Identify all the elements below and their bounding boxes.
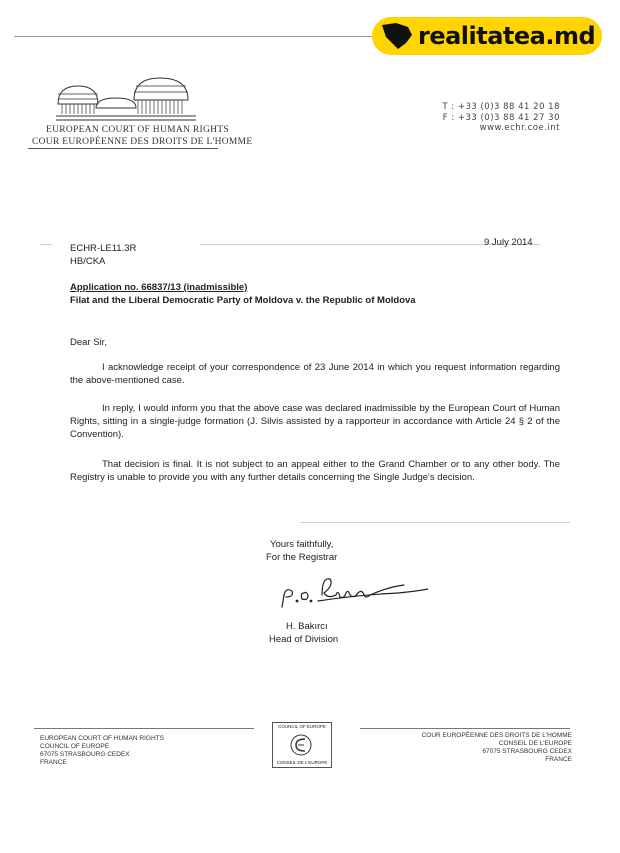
handwritten-signature: [278, 565, 428, 615]
signatory-name: H. Bakırcı: [286, 621, 328, 632]
court-name-en: EUROPEAN COURT OF HUMAN RIGHTS: [46, 125, 229, 135]
footer-address-en: [40, 735, 164, 767]
closing: Yours faithfully,: [270, 539, 334, 550]
paragraph-2: In reply, I would inform you that the above case was declared inadmissible by the European Court of Human Rights, sitting in a single-judge formation (J. Silvis assisted by a rapporteur in accordance with Article 24 § 2 of the Convention).: [70, 403, 560, 440]
coe-label-fr: CONSEIL DE L'EUROPE: [276, 760, 328, 765]
footer-rule-left: [34, 728, 254, 729]
application-number: Application no. 66837/13 (inadmissible): [70, 282, 248, 293]
footer-line: 67075 STRASBOURG CEDEX: [40, 751, 130, 758]
initials: HB/CKA: [70, 256, 106, 267]
footer-line: COUR EUROPÉENNE DES DROITS DE L'HOMME: [421, 732, 572, 739]
footer-line: FRANCE: [545, 756, 572, 763]
coe-label-en: COUNCIL OF EUROPE: [278, 724, 326, 729]
footer-line: CONSEIL DE L'EUROPE: [498, 740, 572, 747]
signatory-title: Head of Division: [269, 634, 339, 645]
footer-address-fr: [390, 732, 572, 764]
website: www.echr.coe.int: [479, 123, 560, 133]
faint-rule: [300, 522, 570, 523]
case-title: Filat and the Liberal Democratic Party of Moldova v. the Republic of Moldova: [70, 295, 416, 306]
court-name-fr: COUR EUROPÉENNE DES DROITS DE L'HOMME: [32, 137, 253, 147]
footer-rule-right: [360, 728, 570, 729]
court-building-logo: [56, 74, 196, 130]
margin-mark: [40, 244, 52, 245]
phone-number: T : +33 (0)3 88 41 20 18: [442, 102, 560, 112]
moldova-map-icon: [378, 21, 416, 51]
footer-line: FRANCE: [40, 759, 67, 766]
fax-number: F : +33 (0)3 88 41 27 30: [442, 112, 560, 123]
letter-date: 9 July 2014: [484, 237, 533, 248]
contact-block: [440, 102, 560, 134]
reference-code: ECHR-LE11.3R: [70, 243, 137, 254]
watermark-badge: [372, 17, 602, 55]
watermark-text: realitatea.md: [418, 22, 596, 50]
header-rule: [28, 148, 218, 149]
footer-line: EUROPEAN COURT OF HUMAN RIGHTS: [40, 735, 164, 742]
council-of-europe-emblem-icon: [288, 733, 314, 757]
paragraph-1: I acknowledge receipt of your correspondence of 23 June 2014 in which you request information regarding the above-mentioned case.: [70, 362, 560, 386]
top-rule: [14, 36, 374, 37]
for-registrar: For the Registrar: [266, 552, 338, 563]
footer-line: 67075 STRASBOURG CEDEX: [482, 748, 572, 755]
salutation: Dear Sir,: [70, 337, 107, 348]
paragraph-3: That decision is final. It is not subject to an appeal either to the Grand Chamber or to any other body. The Registry is unable to provide you with any further details concerning the Single Judge's decision.: [70, 459, 560, 483]
footer-line: COUNCIL OF EUROPE: [40, 743, 110, 750]
